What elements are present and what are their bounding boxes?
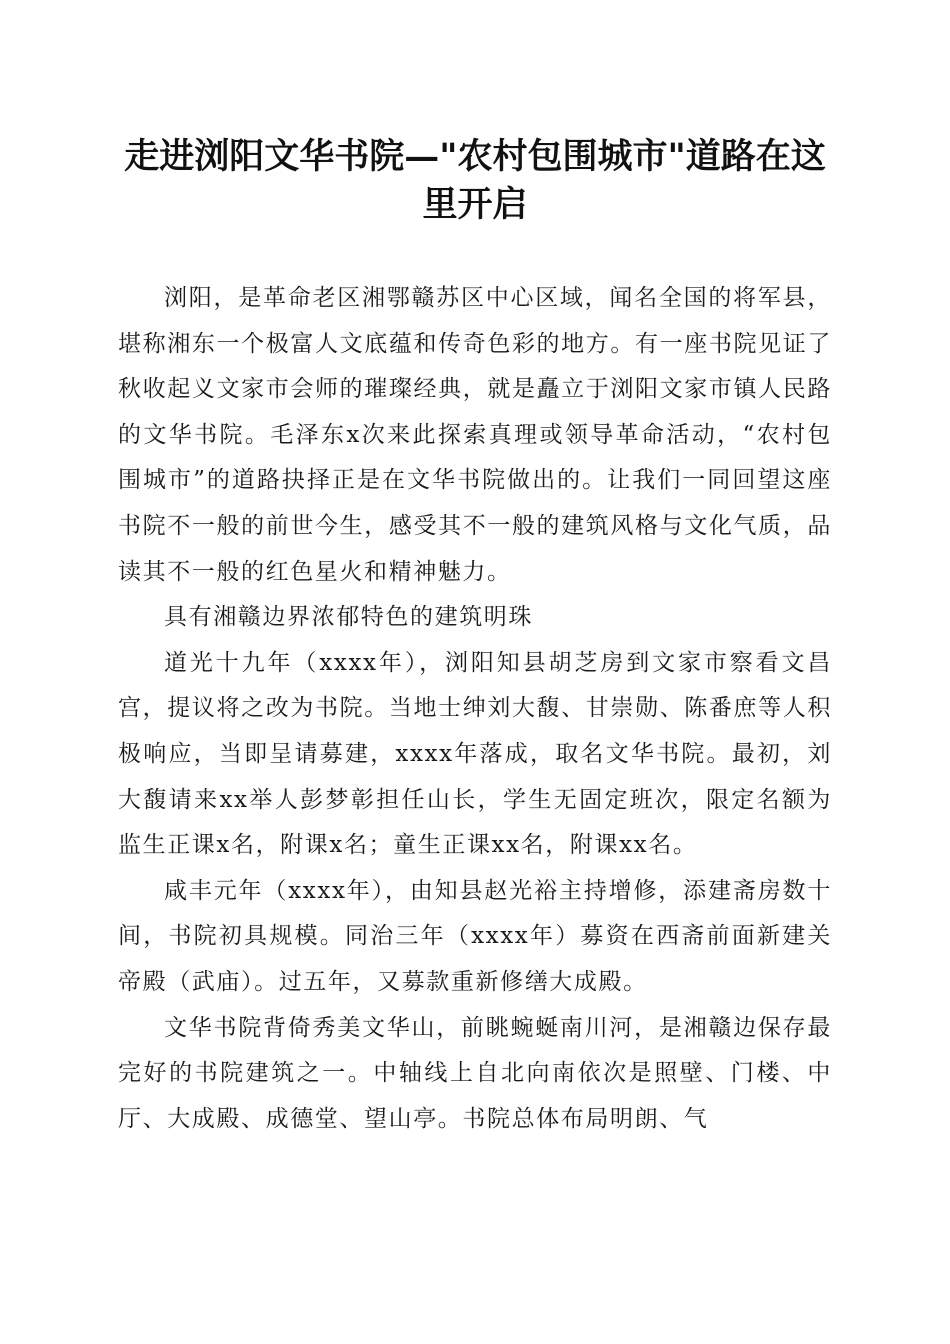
paragraph-intro: 浏阳，是革命老区湘鄂赣苏区中心区域，闻名全国的将军县，堪称湘东一个极富人文底蕴和传奇色彩的地方。有一座书院见证了秋收起义文家市会师的璀璨经典，就是矗立于浏阳文家市镇人民路的文华书院。毛泽东x次来此探索真理或领导革命活动，“农村包围城市”的道路抉择正是在文华书院做出的。让我们一同回望这座书院不一般的前世今生，感受其不一般的建筑风格与文化气质，品读其不一般的红色星火和精神魅力。 [118, 285, 832, 585]
section-heading: 具有湘赣边界浓郁特色的建筑明珠 [164, 604, 533, 631]
document-body [118, 276, 832, 1142]
paragraph-layout: 文华书院背倚秀美文华山，前眺蜿蜒南川河，是湘赣边保存最完好的书院建筑之一。中轴线上自北向南依次是照壁、门楼、中厅、大成殿、成德堂、望山亭。书院总体布局明朗、气 [118, 1014, 832, 1132]
paragraph-founding: 道光十九年（xxxx年），浏阳知县胡芝房到文家市察看文昌宫，提议将之改为书院。当地士绅刘大馥、甘崇勋、陈番庶等人积极响应，当即呈请募建，xxxx年落成，取名文华书院。最初，刘大馥请来xx举人彭梦彰担任山长，学生无固定班次，限定名额为监生正课x名，附课x名；童生正课xx名，附课xx名。 [118, 649, 832, 859]
document-title: 走进浏阳文华书院—"农村包围城市"道路在这里开启 [124, 136, 826, 225]
paragraph-expansion: 咸丰元年（xxxx年），由知县赵光裕主持增修，添建斋房数十间，书院初具规模。同治三年（xxxx年）募资在西斋前面新建关帝殿（武庙）。过五年，又募款重新修缮大成殿。 [118, 877, 832, 995]
